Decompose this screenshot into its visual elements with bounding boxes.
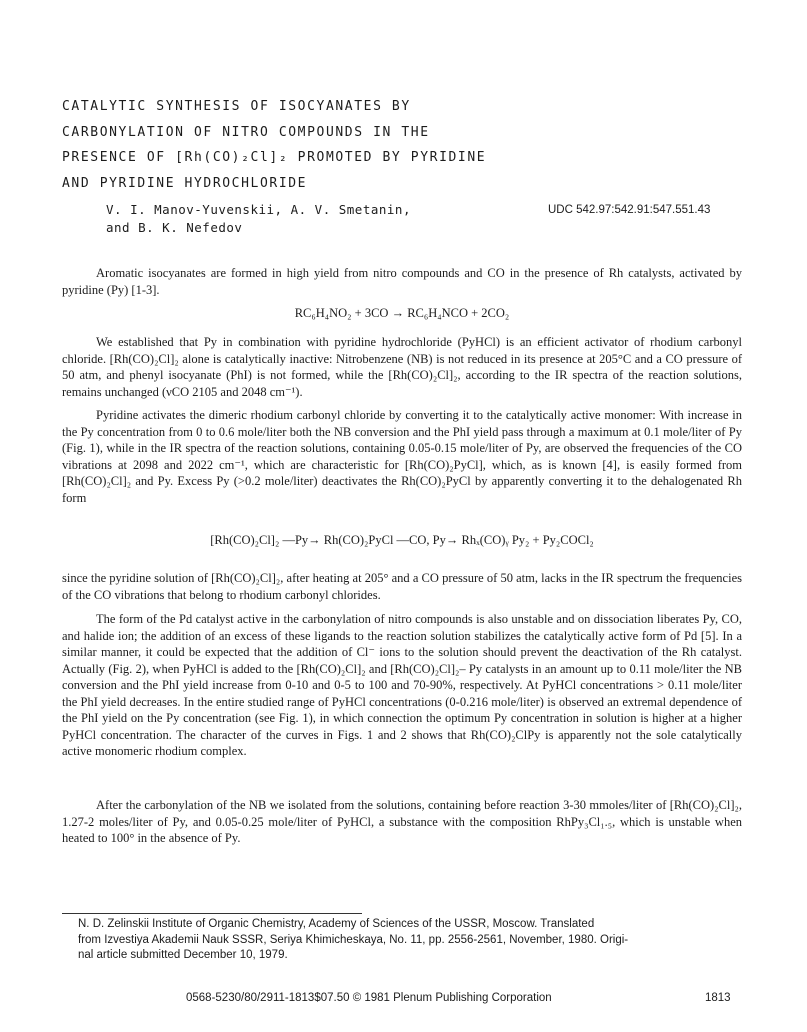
title-line-4: AND PYRIDINE HYDROCHLORIDE: [62, 175, 308, 191]
title-line-1: CATALYTIC SYNTHESIS OF ISOCYANATES BY: [62, 99, 411, 114]
equation-deactivation: [Rh(CO)₂Cl]₂ —Py→ Rh(CO)₂PyCl —CO, Py→ Rhₓ(CO)ᵧ Py₂ + Py₂COCl₂: [210, 533, 594, 547]
footnote-line-2: from Izvestiya Akademii Nauk SSSR, Seriya Khimicheskaya, No. 11, pp. 2556-2561, November, 1980. Origi-: [78, 933, 629, 946]
equation-main: RC₆H₄NO₂ + 3CO → RC₆H₄NCO + 2CO₂: [294, 306, 510, 320]
footnote-line-3: nal article submitted December 10, 1979.: [78, 949, 288, 961]
title-line-2: CARBONYLATION OF NITRO COMPOUNDS IN THE: [62, 124, 430, 140]
footnote-line-1: N. D. Zelinskii Institute of Organic Chemistry, Academy of Sciences of the USSR, Moscow. Translated: [78, 918, 595, 930]
footnote-divider: [62, 913, 362, 914]
udc-code: UDC 542.97:542.91:547.551.43: [548, 204, 711, 216]
copyright-line: 0568-5230/80/2911-1813$07.50 © 1981 Plenum Publishing Corporation: [186, 992, 552, 1004]
paragraph-ir-spectrum: since the pyridine solution of [Rh(CO)₂Cl]₂, after heating at 205° and a CO pressure of 50 atm, lacks in the IR spectrum the frequencies of the CO vibrations that belong to rhodium carbonyl chlorides.: [62, 571, 742, 602]
page-number: 1813: [705, 992, 731, 1004]
paragraph-intro: Aromatic isocyanates are formed in high yield from nitro compounds and CO in the presence of Rh catalysts, activated by pyridine (Py) [1-3].: [62, 266, 742, 297]
footnote: [78, 917, 742, 964]
authors: [106, 201, 411, 237]
paragraph-pd-catalyst: The form of the Pd catalyst active in the carbonylation of nitro compounds is also unstable and on dissociation liberates Py, CO, and halide ion; the addition of an excess of these ligands to the reaction solution stabilizes the catalytically active form of Pd [5]. In a similar manner, it could be expected that the addition of Cl⁻ ions to the solution should prevent the deactivation of the Rh catalyst. Actually (Fig. 2), when PyHCl is added to the [Rh(CO)₂Cl]₂ and [Rh(CO)₂Cl]₂– Py catalysts in an amount up to 0.11 mole/liter the NB conversion and the PhI yield increase from 0-10 and 0-5 to 100 and 70-90%, respectively. At PyHCl concentrations > 0.11 mole/liter the PhI yield decreases. In the entire studied range of PyHCl concentrations (0-0.216 mole/liter) is observed an extremal dependence of the PhI yield on the Py concentration (see Fig. 1), in which connection the optimum Py concentration in solution is higher at a higher PyHCl concentration. The character of the curves in Figs. 1 and 2 shows that Rh(CO)₂ClPy is apparently not the sole catalytically active monomeric rhodium complex.: [62, 612, 742, 758]
paper-title: [62, 94, 702, 196]
title-line-3: PRESENCE OF [Rh(CO)₂Cl]₂ PROMOTED BY PYRIDINE: [62, 150, 487, 165]
paragraph-activator: We established that Py in combination with pyridine hydrochloride (PyHCl) is an efficient activator of rhodium carbonyl chloride. [Rh(CO)₂Cl]₂ alone is catalytically inactive: Nitrobenzene (NB) is not reduced in its presence at 205°C and a CO pressure of 50 atm, and phenyl isocyanate (PhI) is not formed, while the [Rh(CO)₂Cl]₂, according to the IR spectra of the reaction solutions, remains unchanged (νCO 2105 and 2048 cm⁻¹).: [62, 335, 742, 399]
paragraph-pyridine: Pyridine activates the dimeric rhodium carbonyl chloride by converting it to the catalytically active monomer: With increase in the Py concentration from 0 to 0.6 mole/liter both the NB conversion and the PhI yield pass through a maximum at 0.1 mole/liter of Py (Fig. 1), while in the IR spectra of the reaction solutions, containing 0.05-0.15 mole/liter of Py, are observed the frequencies of the CO vibrations at 2098 and 2022 cm⁻¹, which are characteristic for [Rh(CO)₂PyCl], which, as is known [4], is easily formed from [Rh(CO)₂Cl]₂ and Py. Excess Py (>0.2 mole/liter) deactivates the Rh(CO)₂PyCl by apparently converting it to the dehalogenated Rh form: [62, 408, 742, 505]
authors-line-1: V. I. Manov-Yuvenskii, A. V. Smetanin,: [106, 202, 411, 217]
authors-line-2: and B. K. Nefedov: [106, 220, 243, 235]
paragraph-isolation: After the carbonylation of the NB we isolated from the solutions, containing before reaction 3-30 mmoles/liter of [Rh(CO)₂Cl]₂, 1.27-2 moles/liter of Py, and 0.05-0.25 mole/liter of PyHCl, a substance with the composition RhPy₃Cl₁.₅, which is unstable when heated to 100° in the absence of Py.: [62, 798, 742, 845]
